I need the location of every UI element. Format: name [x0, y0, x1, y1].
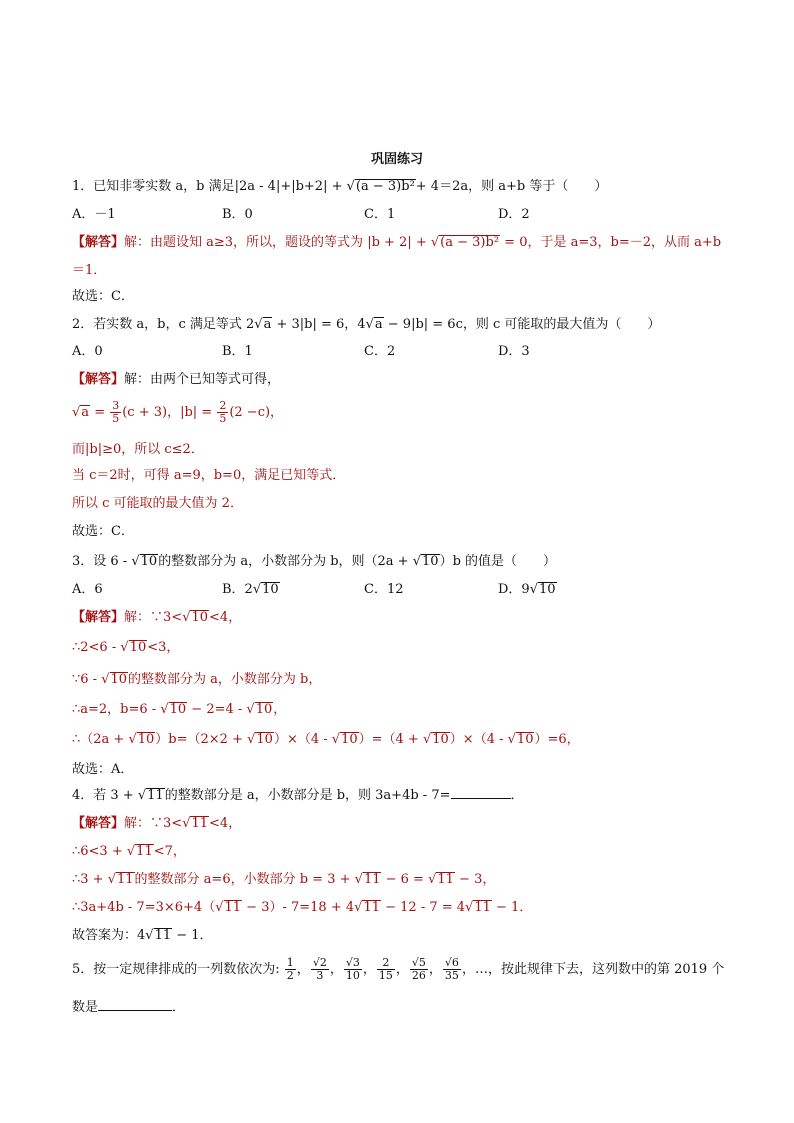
q1-option-b: B．0 — [222, 207, 253, 222]
radical-sign: √ — [247, 732, 256, 747]
q3-solution-line3: ∵6 - √10的整数部分为 a，小数部分为 b， — [72, 672, 322, 687]
q4-stem: 4．若 3 + √11的整数部分是 a，小数部分是 b，则 3a+4b - 7= ． — [72, 788, 524, 803]
q3-solution-line5: ∴（2a + √10）b=（2×2 + √10）×（4 - √10）=（4 + √10）×（4 - √10）=6， — [72, 732, 580, 747]
q1-option-c: C．1 — [364, 207, 396, 222]
q1-choice: 故选：C． — [72, 289, 134, 304]
answer-blank — [98, 1010, 172, 1011]
radical-sign: √ — [365, 317, 374, 332]
q3-choice: 故选：A． — [72, 762, 134, 777]
radical-sign: √ — [354, 900, 363, 915]
q3-solution: 【解答】解：∵3<√10<4， — [72, 610, 242, 625]
fraction: $\frac{1}{2}$ — [286, 956, 294, 982]
radical-sign: √ — [128, 732, 137, 747]
q2-solution: 【解答】解：由两个已知等式可得， — [72, 372, 281, 387]
radical-sign: √ — [72, 405, 81, 420]
radical-sign: √ — [252, 582, 262, 597]
radical-sign: √ — [430, 235, 440, 250]
radical-sign: √ — [507, 732, 516, 747]
radical-sign: √ — [131, 554, 140, 569]
q1-stem: 1．已知非零实数 a，b 满足|2a - 4|+|b+2| + √(a − 3)b²+ 4＝2a，则 a+b 等于（ ） — [72, 179, 608, 194]
q4-solution-line2: ∴6<3 + √11<7， — [72, 844, 186, 859]
q3-option-c: C．12 — [364, 582, 404, 597]
q2-solution-equations: √a = $\frac{3}{5}$ (c + 3)，|b| = $\frac{2}{5}$ (2 −c)， — [72, 399, 284, 425]
q4-solution: 【解答】解：∵3<√11<4， — [72, 816, 242, 831]
answer-blank — [451, 798, 511, 799]
fraction: $\frac{2}{15}$ — [378, 956, 393, 982]
page-title: 巩固练习 — [370, 152, 423, 167]
q1-solution-cont: ＝1． — [72, 263, 107, 278]
q2-solution-line5: 所以 c 可能取的最大值为 2． — [72, 496, 243, 511]
radical-sign: √ — [182, 816, 191, 831]
q1-solution: 【解答】解：由题设知 a≥3，所以，题设的等式为 |b + 2| + √(a − 3)b² = 0，于是 a=3，b=－2，从而 a+b — [72, 235, 722, 250]
radical-sign: √ — [246, 702, 255, 717]
q2-choice: 故选：C． — [72, 524, 134, 539]
fraction: $\frac{√6}{35}$ — [444, 956, 459, 982]
q2-solution-line3: 而|b|≥0，所以 c≤2． — [72, 442, 204, 457]
radical-sign: √ — [145, 928, 154, 943]
answer-tag: 【解答】 — [72, 235, 125, 250]
q3-solution-line2: ∴2<6 - √10<3， — [72, 640, 180, 655]
q2-solution-line4: 当 c＝2时，可得 a=9，b=0，满足已知等式． — [72, 468, 346, 483]
q3-option-b: B．2√10 — [222, 582, 279, 597]
q3-solution-line4: ∴a=2，b=6 - √10 − 2=4 - √10， — [72, 702, 287, 717]
fraction: $\frac{3}{5}$ — [112, 399, 120, 425]
fraction: $\frac{√3}{10}$ — [345, 956, 360, 982]
q5-stem: 5．按一定规律排成的一列数依次为: $\frac{1}{2}$ ， $\frac{√2}{3}$ ， $\frac{√3}{10}$ ， $\frac{2}{15}$ ， $\frac{√5}{26}$ ， $\frac{√6}{35}$ ，…，按此规律下去，这列数中的第 2019 个 — [72, 956, 725, 982]
fraction: $\frac{√5}{26}$ — [411, 956, 426, 982]
radical-sign: √ — [101, 672, 110, 687]
radical-sign: √ — [182, 610, 191, 625]
radical-sign: √ — [126, 844, 136, 859]
q1-option-d: D．2 — [498, 207, 530, 222]
q4-solution-line3: ∴3 + √11的整数部分 a=6，小数部分 b = 3 + √11 − 6 = √11 − 3， — [72, 872, 496, 887]
q4-answer: 故答案为：4√11 − 1． — [72, 928, 213, 943]
q2-option-a: A．0 — [72, 344, 103, 359]
fraction: $\frac{2}{5}$ — [219, 399, 227, 425]
radical-sign: √ — [346, 179, 355, 194]
radical-sign: √ — [215, 900, 224, 915]
q3-option-a: A．6 — [72, 582, 103, 597]
q4-solution-line4: ∴3a+4b - 7=3×6+4（√11 − 3）- 7=18 + 4√11 − 12 - 7 = 4√11 − 1． — [72, 900, 533, 915]
radical-sign: √ — [160, 702, 169, 717]
radical-sign: √ — [465, 900, 474, 915]
q2-option-b: B．1 — [222, 344, 253, 359]
radical-sign: √ — [107, 872, 116, 887]
q3-stem: 3．设 6 - √10的整数部分为 a，小数部分为 b，则（2a + √10）b 的值是（ ） — [72, 554, 557, 569]
radical-sign: √ — [412, 554, 422, 569]
radical-sign: √ — [331, 732, 341, 747]
radical-sign: √ — [354, 872, 363, 887]
q2-option-c: C．2 — [364, 344, 396, 359]
radical-sign: √ — [254, 317, 263, 332]
radical-sign: √ — [137, 788, 147, 803]
q1-option-a: A．－1 — [72, 207, 116, 222]
q2-option-d: D．3 — [498, 344, 530, 359]
q5-stem-cont: 数是 ． — [72, 1000, 186, 1015]
radical-sign: √ — [422, 732, 432, 747]
radical-sign: √ — [529, 582, 538, 597]
q3-option-d: D．9√10 — [498, 582, 556, 597]
radical-sign: √ — [120, 640, 129, 655]
sqrt-expression: (a − 3)b² — [355, 179, 415, 194]
q2-stem: 2．若实数 a，b，c 满足等式 2√a + 3|b| = 6，4√a − 9|b| = 6c，则 c 可能取的最大值为（ ） — [72, 317, 661, 332]
fraction: $\frac{√2}{3}$ — [312, 956, 327, 982]
radical-sign: √ — [428, 872, 437, 887]
